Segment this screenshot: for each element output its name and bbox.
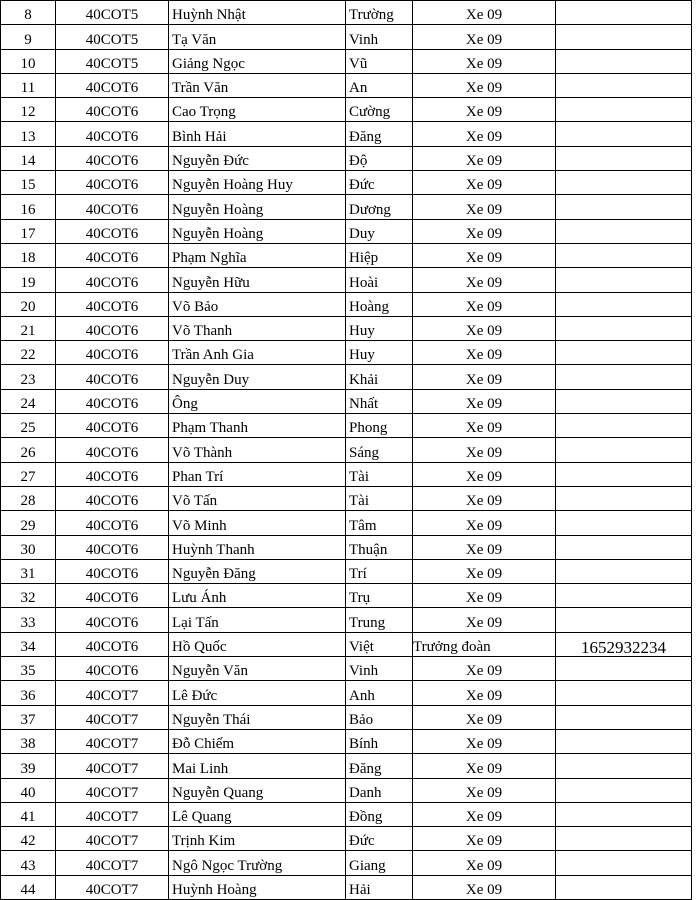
stt-cell: 24 (1, 389, 56, 413)
surname-cell: Ngô Ngọc Trường (169, 851, 346, 875)
given-name-cell: Danh (346, 778, 413, 802)
phone-cell (556, 292, 692, 316)
stt-cell: 19 (1, 268, 56, 292)
table-row (1, 559, 692, 583)
phone-cell (556, 462, 692, 486)
phone-cell (556, 146, 692, 170)
given-name-cell: Vinh (346, 25, 413, 49)
phone-cell (556, 1, 692, 25)
given-name-cell: Tài (346, 462, 413, 486)
given-name-cell: Duy (346, 219, 413, 243)
class-cell: 40COT6 (56, 414, 169, 438)
table-row (1, 98, 692, 122)
table-row (1, 535, 692, 559)
class-cell: 40COT6 (56, 292, 169, 316)
table-row (1, 584, 692, 608)
note-cell: Xe 09 (413, 49, 556, 73)
stt-cell: 29 (1, 511, 56, 535)
table-row (1, 414, 692, 438)
table-row (1, 632, 692, 656)
class-cell: 40COT5 (56, 1, 169, 25)
stt-cell: 43 (1, 851, 56, 875)
note-cell: Xe 09 (413, 389, 556, 413)
phone-cell (556, 414, 692, 438)
surname-cell: Cao Trọng (169, 98, 346, 122)
class-cell: 40COT7 (56, 778, 169, 802)
stt-cell: 44 (1, 875, 56, 899)
phone-cell (556, 25, 692, 49)
phone-cell (556, 827, 692, 851)
stt-cell: 36 (1, 681, 56, 705)
phone-cell (556, 73, 692, 97)
note-cell: Xe 09 (413, 535, 556, 559)
surname-cell: Huỳnh Thanh (169, 535, 346, 559)
surname-cell: Mai Linh (169, 754, 346, 778)
table-row (1, 486, 692, 510)
class-cell: 40COT7 (56, 802, 169, 826)
stt-cell: 22 (1, 341, 56, 365)
phone-cell (556, 195, 692, 219)
surname-cell: Võ Tấn (169, 486, 346, 510)
surname-cell: Lê Quang (169, 802, 346, 826)
surname-cell: Nguyễn Quang (169, 778, 346, 802)
phone-cell (556, 657, 692, 681)
surname-cell: Phạm Nghĩa (169, 243, 346, 267)
stt-cell: 30 (1, 535, 56, 559)
table-row (1, 219, 692, 243)
class-cell: 40COT6 (56, 98, 169, 122)
table-row (1, 729, 692, 753)
surname-cell: Phan Trí (169, 462, 346, 486)
phone-cell (556, 511, 692, 535)
surname-cell: Huỳnh Hoàng (169, 875, 346, 899)
given-name-cell: Độ (346, 146, 413, 170)
surname-cell: Trịnh Kim (169, 827, 346, 851)
note-cell: Xe 09 (413, 25, 556, 49)
surname-cell: Lê Đức (169, 681, 346, 705)
table-row (1, 608, 692, 632)
phone-cell (556, 802, 692, 826)
note-cell: Xe 09 (413, 511, 556, 535)
surname-cell: Nguyễn Văn (169, 657, 346, 681)
class-cell: 40COT6 (56, 268, 169, 292)
table-row (1, 875, 692, 899)
given-name-cell: Nhất (346, 389, 413, 413)
given-name-cell: Trung (346, 608, 413, 632)
class-cell: 40COT6 (56, 73, 169, 97)
surname-cell: Phạm Thanh (169, 414, 346, 438)
stt-cell: 21 (1, 316, 56, 340)
phone-cell (556, 219, 692, 243)
class-cell: 40COT7 (56, 729, 169, 753)
class-cell: 40COT6 (56, 341, 169, 365)
class-cell: 40COT6 (56, 657, 169, 681)
surname-cell: Lưu Ánh (169, 584, 346, 608)
table-row (1, 1, 692, 25)
surname-cell: Nguyễn Hoàng Huy (169, 171, 346, 195)
table-row (1, 122, 692, 146)
surname-cell: Nguyễn Hoàng (169, 195, 346, 219)
surname-cell: Lại Tấn (169, 608, 346, 632)
class-cell: 40COT6 (56, 243, 169, 267)
note-cell: Xe 09 (413, 462, 556, 486)
phone-cell (556, 535, 692, 559)
table-row (1, 292, 692, 316)
given-name-cell: Hoài (346, 268, 413, 292)
given-name-cell: Trường (346, 1, 413, 25)
given-name-cell: Sáng (346, 438, 413, 462)
phone-cell (556, 875, 692, 899)
stt-cell: 33 (1, 608, 56, 632)
class-cell: 40COT7 (56, 754, 169, 778)
note-cell: Xe 09 (413, 559, 556, 583)
table-row (1, 778, 692, 802)
table-row (1, 25, 692, 49)
given-name-cell: Dương (346, 195, 413, 219)
given-name-cell: Vinh (346, 657, 413, 681)
roster-table-body (1, 0, 692, 899)
surname-cell: Nguyễn Thái (169, 705, 346, 729)
note-cell: Xe 09 (413, 486, 556, 510)
stt-cell: 28 (1, 486, 56, 510)
stt-cell: 38 (1, 729, 56, 753)
class-cell: 40COT6 (56, 195, 169, 219)
note-cell: Xe 09 (413, 268, 556, 292)
phone-cell (556, 389, 692, 413)
note-cell: Xe 09 (413, 292, 556, 316)
note-cell: Xe 09 (413, 243, 556, 267)
note-cell: Xe 09 (413, 341, 556, 365)
surname-cell: Nguyễn Hoàng (169, 219, 346, 243)
stt-cell: 11 (1, 73, 56, 97)
note-cell: Xe 09 (413, 195, 556, 219)
note-cell: Xe 09 (413, 122, 556, 146)
stt-cell: 37 (1, 705, 56, 729)
note-cell: Xe 09 (413, 681, 556, 705)
phone-cell (556, 171, 692, 195)
stt-cell: 13 (1, 122, 56, 146)
surname-cell: Tạ Văn (169, 25, 346, 49)
surname-cell: Bình Hải (169, 122, 346, 146)
phone-cell (556, 778, 692, 802)
stt-cell: 35 (1, 657, 56, 681)
table-row (1, 316, 692, 340)
stt-cell: 12 (1, 98, 56, 122)
table-row (1, 705, 692, 729)
stt-cell: 14 (1, 146, 56, 170)
class-cell: 40COT6 (56, 122, 169, 146)
class-cell: 40COT6 (56, 535, 169, 559)
stt-cell: 40 (1, 778, 56, 802)
stt-cell: 34 (1, 632, 56, 656)
given-name-cell: Tài (346, 486, 413, 510)
phone-cell (556, 49, 692, 73)
note-cell: Xe 09 (413, 414, 556, 438)
phone-cell (556, 486, 692, 510)
surname-cell: Ông (169, 389, 346, 413)
given-name-cell: Đồng (346, 802, 413, 826)
given-name-cell: Tâm (346, 511, 413, 535)
surname-cell: Giảng Ngọc (169, 49, 346, 73)
given-name-cell: Đức (346, 171, 413, 195)
surname-cell: Huỳnh Nhật (169, 1, 346, 25)
given-name-cell: Bính (346, 729, 413, 753)
given-name-cell: Phong (346, 414, 413, 438)
stt-cell: 10 (1, 49, 56, 73)
surname-cell: Võ Thành (169, 438, 346, 462)
class-cell: 40COT7 (56, 827, 169, 851)
table-row (1, 268, 692, 292)
note-cell: Xe 09 (413, 705, 556, 729)
class-cell: 40COT5 (56, 49, 169, 73)
table-row (1, 365, 692, 389)
surname-cell: Trần Văn (169, 73, 346, 97)
note-cell: Xe 09 (413, 171, 556, 195)
phone-cell (556, 365, 692, 389)
class-cell: 40COT5 (56, 25, 169, 49)
note-cell: Xe 09 (413, 875, 556, 899)
note-cell: Xe 09 (413, 657, 556, 681)
table-row (1, 754, 692, 778)
table-row (1, 657, 692, 681)
class-cell: 40COT6 (56, 632, 169, 656)
note-cell: Xe 09 (413, 365, 556, 389)
class-cell: 40COT6 (56, 608, 169, 632)
given-name-cell: Trụ (346, 584, 413, 608)
given-name-cell: Huy (346, 316, 413, 340)
class-cell: 40COT6 (56, 511, 169, 535)
class-cell: 40COT6 (56, 316, 169, 340)
stt-cell: 25 (1, 414, 56, 438)
phone-cell (556, 705, 692, 729)
table-row (1, 146, 692, 170)
given-name-cell: Hải (346, 875, 413, 899)
given-name-cell: An (346, 73, 413, 97)
stt-cell: 31 (1, 559, 56, 583)
note-cell: Xe 09 (413, 98, 556, 122)
given-name-cell: Giang (346, 851, 413, 875)
given-name-cell: Đăng (346, 754, 413, 778)
given-name-cell: Anh (346, 681, 413, 705)
given-name-cell: Trí (346, 559, 413, 583)
stt-cell: 41 (1, 802, 56, 826)
note-cell: Xe 09 (413, 219, 556, 243)
table-row (1, 243, 692, 267)
given-name-cell: Khải (346, 365, 413, 389)
surname-cell: Nguyễn Duy (169, 365, 346, 389)
given-name-cell: Việt (346, 632, 413, 656)
note-cell: Xe 09 (413, 608, 556, 632)
given-name-cell: Hoàng (346, 292, 413, 316)
class-cell: 40COT7 (56, 705, 169, 729)
table-row (1, 681, 692, 705)
class-cell: 40COT7 (56, 681, 169, 705)
stt-cell: 15 (1, 171, 56, 195)
stt-cell: 27 (1, 462, 56, 486)
note-cell: Xe 09 (413, 851, 556, 875)
note-cell: Xe 09 (413, 316, 556, 340)
given-name-cell: Hiệp (346, 243, 413, 267)
surname-cell: Nguyễn Đăng (169, 559, 346, 583)
surname-cell: Đỗ Chiếm (169, 729, 346, 753)
given-name-cell: Huy (346, 341, 413, 365)
table-row (1, 511, 692, 535)
table-row (1, 341, 692, 365)
class-cell: 40COT6 (56, 171, 169, 195)
class-cell: 40COT6 (56, 486, 169, 510)
class-cell: 40COT6 (56, 219, 169, 243)
note-cell: Xe 09 (413, 827, 556, 851)
note-cell: Xe 09 (413, 802, 556, 826)
table-row (1, 802, 692, 826)
stt-cell: 20 (1, 292, 56, 316)
note-cell: Xe 09 (413, 778, 556, 802)
given-name-cell: Vũ (346, 49, 413, 73)
phone-cell (556, 98, 692, 122)
table-row (1, 73, 692, 97)
surname-cell: Võ Bảo (169, 292, 346, 316)
note-cell: Trưởng đoàn (413, 632, 556, 656)
given-name-cell: Thuận (346, 535, 413, 559)
table-row (1, 195, 692, 219)
stt-cell: 26 (1, 438, 56, 462)
stt-cell: 8 (1, 1, 56, 25)
phone-cell (556, 729, 692, 753)
note-cell: Xe 09 (413, 146, 556, 170)
class-cell: 40COT6 (56, 389, 169, 413)
class-cell: 40COT6 (56, 365, 169, 389)
phone-cell (556, 681, 692, 705)
stt-cell: 16 (1, 195, 56, 219)
table-row (1, 171, 692, 195)
class-cell: 40COT6 (56, 438, 169, 462)
note-cell: Xe 09 (413, 729, 556, 753)
note-cell: Xe 09 (413, 438, 556, 462)
class-cell: 40COT7 (56, 851, 169, 875)
table-row (1, 827, 692, 851)
given-name-cell: Cường (346, 98, 413, 122)
phone-cell (556, 438, 692, 462)
surname-cell: Võ Minh (169, 511, 346, 535)
table-row (1, 49, 692, 73)
stt-cell: 23 (1, 365, 56, 389)
class-cell: 40COT6 (56, 146, 169, 170)
note-cell: Xe 09 (413, 584, 556, 608)
class-cell: 40COT6 (56, 584, 169, 608)
stt-cell: 39 (1, 754, 56, 778)
surname-cell: Nguyễn Hữu (169, 268, 346, 292)
stt-cell: 17 (1, 219, 56, 243)
surname-cell: Nguyễn Đức (169, 146, 346, 170)
class-cell: 40COT6 (56, 462, 169, 486)
phone-cell: 1652932234 (556, 632, 692, 656)
class-cell: 40COT7 (56, 875, 169, 899)
phone-cell (556, 316, 692, 340)
given-name-cell: Bảo (346, 705, 413, 729)
note-cell: Xe 09 (413, 1, 556, 25)
table-row (1, 438, 692, 462)
table-row (1, 389, 692, 413)
class-cell: 40COT6 (56, 559, 169, 583)
surname-cell: Võ Thanh (169, 316, 346, 340)
table-row (1, 851, 692, 875)
given-name-cell: Đức (346, 827, 413, 851)
phone-cell (556, 243, 692, 267)
phone-cell (556, 851, 692, 875)
note-cell: Xe 09 (413, 73, 556, 97)
phone-cell (556, 268, 692, 292)
stt-cell: 18 (1, 243, 56, 267)
stt-cell: 9 (1, 25, 56, 49)
phone-cell (556, 559, 692, 583)
stt-cell: 42 (1, 827, 56, 851)
phone-cell (556, 608, 692, 632)
phone-cell (556, 754, 692, 778)
surname-cell: Hồ Quốc (169, 632, 346, 656)
stt-cell: 32 (1, 584, 56, 608)
phone-cell (556, 584, 692, 608)
phone-cell (556, 122, 692, 146)
note-cell: Xe 09 (413, 754, 556, 778)
table-row (1, 462, 692, 486)
surname-cell: Trần Anh Gia (169, 341, 346, 365)
phone-cell (556, 341, 692, 365)
given-name-cell: Đăng (346, 122, 413, 146)
